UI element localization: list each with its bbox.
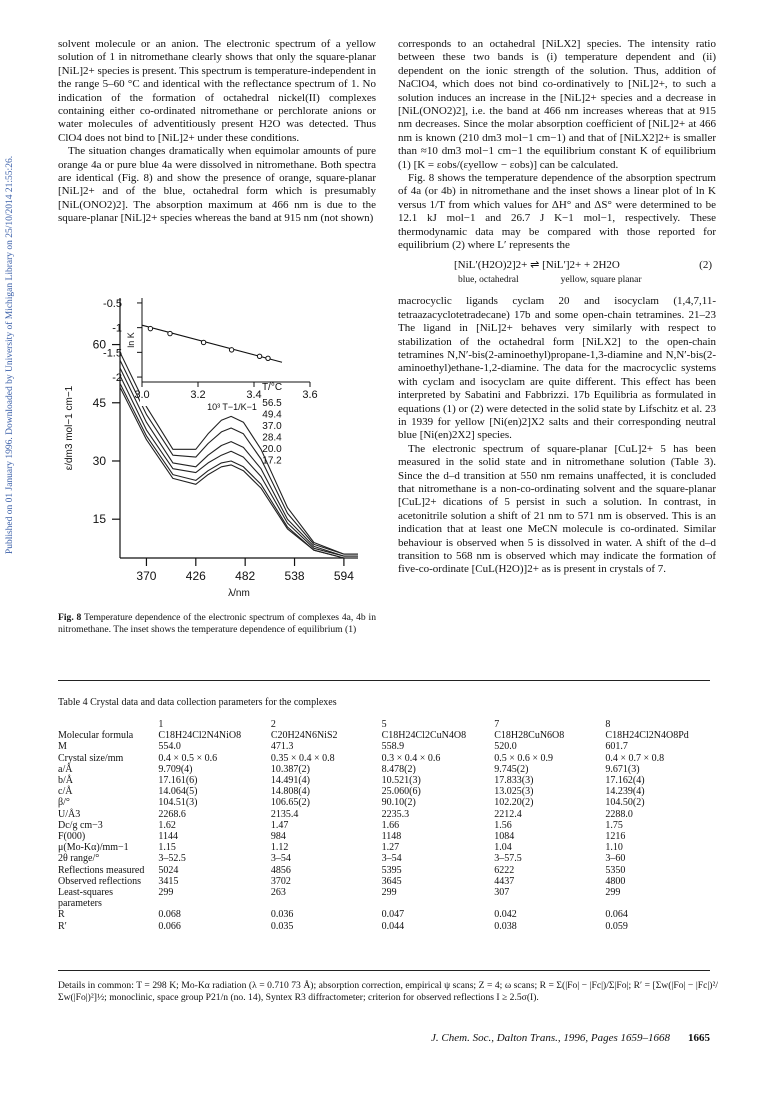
y-axis-title: ε/dm3 mol−1 cm−1 [64, 385, 75, 471]
table-row-label: Molecular formula [58, 730, 134, 742]
inset-x-tick-label: 3.6 [302, 389, 318, 401]
equation-2 [398, 259, 716, 272]
table-row-label: c/Å [58, 786, 73, 798]
right-paragraph-3: macrocyclic ligands cyclam 20 and isocyclam (1,4,7,11-tetraazacyclotetradecane) 17b and some open-chain tetramines. 21–23 The ligand in [NiL]2+ behaves very similarly with respect to stabilization of the octahedral form [NiLX2] to the open-chain tetramines N,N′-bis(2-aminoethyl)propane-1,3-diamine and N,N′-bis(2-aminoethyl)ethane-1,2-diamine. The data for the macrocyclic systems with cyclam and isocyclam are quite different. This effect has been interpreted by Sabatini and Fabbrizzi. 17b Equilibria as formulated in equations (1) or (2) were detected in the solid state by Lifschitz et al. 23 in 1939 for yellow [Ni(en)2]X2 salts and their corresponding neutral blue [Ni(en)2X2] species. [398, 295, 716, 442]
table-cell: 1216 [605, 831, 626, 843]
right-column [398, 38, 716, 577]
table-row-label: R [58, 909, 65, 921]
table-cell: 104.50(2) [605, 797, 645, 809]
table-cell: 0.038 [494, 920, 517, 932]
table-cell: 0.4 × 0.7 × 0.8 [605, 752, 665, 764]
y-tick-label: 30 [92, 453, 106, 468]
fig8-spectrum-chart [58, 290, 378, 600]
x-axis-title: λ/nm [228, 588, 250, 599]
table-row [58, 842, 718, 853]
table-cell: 0.035 [270, 920, 294, 932]
table-cell: 601.7 [605, 741, 628, 753]
inset-axes [103, 292, 318, 412]
table-cell: C18H24Cl2N4O8Pd [605, 730, 689, 742]
table-cell: 3–57.5 [494, 853, 522, 865]
table-cell: 8.478(2) [381, 763, 416, 775]
table-cell: 5395 [381, 864, 402, 876]
table-footnote: Details in common: T = 298 K; Mo-Kα radiation (λ = 0.710 73 Å); absorption correction, empirical ψ scans; Z = 4; ω scans; R = Σ(|Fo| − |Fc|)/Σ|Fo|; R′ = [Σw(|Fo| − |Fc|)²/Σw(|Fo|)²]½; monoclinic, space group P21/n (no. 14), Syntex R3 diffractometer; criterion for observed reflections I ≥ 2.5σ(I). [58, 980, 718, 1003]
left-column [58, 38, 376, 226]
table-cell [158, 898, 270, 909]
equation-labels [398, 274, 716, 287]
table-cell: 1.66 [381, 819, 400, 831]
table-cell: 299 [381, 887, 397, 899]
table-cell: 0.036 [270, 909, 294, 921]
table-cell: 14.491(4) [270, 775, 310, 787]
x-tick-label: 594 [333, 569, 354, 583]
table-cell: 3702 [270, 875, 291, 887]
table-cell: 4800 [605, 875, 626, 887]
table-cell: 102.20(2) [494, 797, 534, 809]
legend-entry: 28.4 [262, 432, 282, 444]
inset-x-tick-label: 3.2 [190, 389, 206, 401]
table-cell: 1144 [158, 831, 178, 843]
table-row [58, 921, 718, 932]
table-row-label: Dc/g cm−3 [58, 819, 103, 831]
inset-y-axis-title: ln K [126, 332, 136, 348]
table-row [58, 730, 718, 741]
inset-x-axis-title: 10³ T−1/K−1 [207, 402, 257, 412]
table-row [58, 775, 718, 786]
table-cell: 1.56 [494, 819, 512, 831]
table-cell: 0.044 [381, 920, 405, 932]
table-row [58, 887, 718, 898]
table-cell: 2212.4 [494, 808, 522, 820]
table-cell: 1.12 [270, 842, 289, 854]
table-cell: 558.9 [381, 741, 405, 753]
table-row-label: μ(Mo-Kα)/mm−1 [58, 842, 129, 854]
table-cell: 0.3 × 0.4 × 0.6 [381, 752, 441, 764]
table-row-label: a/Å [58, 763, 73, 775]
inset-background [140, 292, 314, 406]
table-cell: 0.047 [381, 909, 405, 921]
table-cell: 0.066 [158, 920, 181, 932]
table-row [58, 741, 718, 752]
table-row [58, 797, 718, 808]
table-row-label: Least-squares [58, 887, 113, 899]
table-cell: 984 [270, 831, 286, 843]
table-cell: 2235.3 [381, 808, 410, 820]
table-cell: 10.387(2) [270, 763, 310, 775]
table-cell: 0.042 [494, 909, 517, 921]
right-paragraph-4: The electronic spectrum of square-planar [CuL]2+ 5 has been measured in the solid state and in nitromethane solution (Table 3). Since the d–d transition at 550 nm remains unaffected, it is concluded that nitromethane is a non-co-ordinating solvent and the square-planar [CuL]2+ dications of 5 persist in such a solution. In contrast, in acetonitrile solution a shift of 21 nm to 571 nm is observed. This is an indication that at least one MeCN molecule is co-ordinated. Similar behaviour is observed when 5 is dissolved in water. A shift of the d–d transition to 568 nm is observed which may indicate the formation of five-co-ordinate [CuL(H2O)]2+ as is present in crystals of 7. [398, 442, 716, 576]
legend-entry: 56.5 [262, 398, 282, 409]
table-row-label: 2θ range/° [58, 853, 100, 865]
table-column-header: 2 [270, 719, 276, 730]
table-column-header: 1 [158, 719, 164, 730]
table-row [58, 809, 718, 820]
table-cell: 106.65(2) [270, 797, 310, 809]
table-row [58, 820, 718, 831]
table-cell: 3645 [381, 875, 402, 887]
table-cell: 0.4 × 0.5 × 0.6 [158, 752, 218, 764]
legend-entry: 37.0 [262, 421, 282, 432]
table-bottom-rule [58, 970, 710, 971]
table-cell: 307 [494, 887, 510, 899]
y-tick-label: 45 [92, 395, 106, 410]
table-cell [494, 898, 605, 909]
inset-y-tick-label: -1 [112, 322, 122, 335]
table-row [58, 853, 718, 864]
table-column-header: 8 [605, 719, 611, 730]
table-row [58, 831, 718, 842]
inset-y-tick-label: -2 [112, 372, 122, 385]
table-cell: 90.10(2) [381, 797, 416, 809]
figure-caption-label: Fig. 8 [58, 612, 82, 623]
equation-left-label: blue, octahedral [458, 274, 519, 285]
legend-entry: 49.4 [262, 409, 282, 421]
table-cell: 0.35 × 0.4 × 0.8 [270, 752, 335, 764]
table-row-label: F(000) [58, 831, 86, 843]
x-tick-label: 482 [235, 569, 256, 583]
left-paragraph-1: solvent molecule or an anion. The electronic spectrum of a yellow solution of 1 in nitromethane clearly shows that only the square-planar [NiL]2+ species is present. This spectrum is temperature-independent in the range 5–60 °C and identical with the reflectance spectrum of 1. No indication of the formation of octahedral nickel(II) complexes containing either co-ordinated nitromethane or perchlorate anions or water molecules of adventitiously present H2O was detected. Thus ClO4 does not bind to [NiL]2+ under these conditions. [58, 38, 376, 144]
table-cell: 0.059 [605, 920, 628, 932]
table-header-row [58, 719, 718, 730]
table-cell: 17.162(4) [605, 775, 645, 787]
table-row-label: Crystal size/mm [58, 752, 124, 764]
table-cell: 3–54 [270, 853, 291, 865]
table-cell: 0.5 × 0.6 × 0.9 [494, 752, 554, 764]
table-cell: 4856 [270, 864, 291, 876]
inset-data-point [148, 326, 152, 330]
table-cell: 2135.4 [270, 808, 299, 820]
table-row [58, 764, 718, 775]
table-cell: C18H24Cl2N4NiO8 [158, 730, 242, 742]
inset-data-point [266, 356, 270, 360]
y-tick-label: 15 [92, 512, 106, 527]
inset-y-tick-label: -1.5 [103, 347, 122, 360]
table-cell: 25.060(6) [381, 786, 421, 798]
table-row [58, 865, 718, 876]
download-watermark-text: Published on 01 January 1996. Downloaded by University of Michigan Library on 25/10/2014 21:55:26. [5, 155, 15, 555]
table-top-rule [58, 680, 710, 681]
table-cell: C18H24Cl2CuN4O8 [381, 730, 467, 742]
table-cell: 263 [270, 887, 286, 899]
table-row-label: Reflections measured [58, 864, 145, 876]
table-cell: 3–52.5 [158, 853, 186, 865]
equation-number: (2) [699, 258, 712, 271]
table-cell: 1.15 [158, 842, 176, 854]
crystal-data-table [58, 719, 718, 932]
table-cell: 6222 [494, 864, 515, 876]
table-cell: 2288.0 [605, 808, 633, 820]
inset-x-tick-label: 3.0 [134, 389, 150, 401]
table-cell: 9.671(3) [605, 763, 640, 775]
table-cell: 4437 [494, 875, 515, 887]
table-cell: 1.47 [270, 819, 289, 831]
table-row-label: b/Å [58, 775, 73, 787]
right-paragraph-2: Fig. 8 shows the temperature dependence of the absorption spectrum of 4a (or 4b) in nitromethane and the inset shows a linear plot of ln K versus 1/T from which values for ΔH° and ΔS° were determined to be 12.1 kJ mol−1 and 26.7 J K−1 mol−1, respectively. These thermodynamic data may be compared with those reported for equilibrium (2) where L′ represents the [398, 172, 716, 252]
table-cell: 3415 [158, 875, 179, 887]
table-cell: 104.51(3) [158, 797, 198, 809]
legend-entry: 17.2 [262, 455, 282, 467]
page-footer [370, 1032, 710, 1044]
download-watermark [0, 40, 14, 680]
table-cell: 1.04 [494, 842, 512, 854]
inset-data-point [201, 340, 205, 344]
table-cell: 14.239(4) [605, 786, 645, 798]
table-row-label: U/Å3 [58, 808, 81, 820]
legend-title: T/°C [261, 382, 283, 393]
figure-caption [58, 612, 376, 635]
table-column-header: 7 [494, 719, 500, 730]
table-cell: 0.064 [605, 909, 628, 921]
page-number: 1665 [688, 1032, 710, 1044]
table-cell [271, 898, 382, 909]
table-row [58, 898, 718, 909]
table-cell: 14.064(5) [158, 786, 198, 798]
table-row-label: M [58, 741, 67, 753]
table-header-empty [58, 719, 158, 730]
table-row-label: β/° [58, 797, 70, 809]
y-tick-label: 60 [92, 337, 106, 352]
table-cell: 3–54 [381, 853, 402, 865]
table-cell: 1084 [494, 831, 515, 843]
spectrum-line-17.2 [120, 387, 358, 558]
table-cell: C18H28CuN6O8 [494, 730, 565, 742]
table-cell: 299 [158, 887, 174, 899]
journal-citation: J. Chem. Soc., Dalton Trans., 1996, Pages 1659–1668 [431, 1032, 670, 1044]
table-row [58, 786, 718, 797]
table-cell: 1.27 [381, 842, 400, 854]
table-cell: 3–60 [605, 853, 626, 865]
x-tick-label: 370 [136, 569, 157, 583]
right-paragraph-1: corresponds to an octahedral [NiLX2] species. The intensity ratio between these two bands is (i) temperature dependent and (ii) dependent on the ionic strength of the solution. Thus, addition of NaClO4, which does not bind co-ordinatively to [NiL]2+, to such a solution induces an increase in the [NiL]2+ species and a decrease in [NiL(ONO2)2], i.e. the band at 466 nm increases whereas that at 915 nm decreases. Since the molar absorption coefficient of [NiL]2+ at 466 nm is known (210 dm3 mol−1 cm−1) and that of [NiLX2]2+ is smaller than ≈10 dm3 mol−1 cm−1 the equilibrium constant K of equilibrium (1) [K = εobs/(εyellow − εobs)] can be calculated. [398, 38, 716, 171]
table-cell: 13.025(3) [494, 786, 534, 798]
legend-entry: 20.0 [262, 444, 282, 455]
table-cell: 1.62 [158, 819, 176, 831]
table-cell: 299 [605, 887, 621, 899]
table-cell: 471.3 [270, 741, 294, 753]
table-row-label: Observed reflections [58, 875, 142, 887]
table-cell: 2268.6 [158, 808, 186, 820]
table-column-header: 5 [381, 719, 387, 730]
table-cell: 1.75 [605, 819, 623, 831]
table-cell: 1148 [381, 831, 402, 843]
table-row-label: R′ [58, 920, 67, 932]
equation-text: [NiL′(H2O)2]2+ ⇌ [NiL′]2+ + 2H2O [454, 258, 620, 271]
table-cell [605, 898, 718, 909]
table-title: Table 4 Crystal data and data collection parameters for the complexes [58, 697, 337, 708]
x-tick-label: 538 [284, 569, 305, 583]
x-tick-label: 426 [185, 569, 206, 583]
equation-right-label: yellow, square planar [560, 274, 642, 285]
table-cell: 17.833(3) [494, 775, 534, 787]
table-cell: 5350 [605, 864, 626, 876]
table-cell: 5024 [158, 864, 179, 876]
table-cell: 9.709(4) [158, 763, 193, 775]
table-cell: 14.808(4) [270, 786, 310, 798]
inset-x-tick-label: 3.4 [246, 389, 262, 401]
table-cell [382, 898, 495, 909]
table-row [58, 876, 718, 887]
table-cell: C20H24N6NiS2 [270, 730, 338, 742]
table-cell: 17.161(6) [158, 775, 198, 787]
table-cell: 520.0 [494, 741, 517, 753]
table-row-label: parameters [58, 898, 102, 910]
figure-caption-text: Temperature dependence of the electronic spectrum of complexes 4a, 4b in nitromethane. The inset shows the temperature dependence of equilibrium (1) [58, 612, 376, 635]
table-cell: 1.10 [605, 842, 623, 854]
table-cell: 9.745(2) [494, 763, 529, 775]
table-cell: 10.521(3) [381, 775, 421, 787]
table-cell: 554.0 [158, 741, 181, 753]
left-paragraph-2: The situation changes dramatically when equimolar amounts of pure orange 4a or pure blue 4a were dissolved in nitromethane. Both spectra are identical (Fig. 8) and show the presence of orange, square-planar [NiL]2+ and of the blue, octahedral form which is presumably [NiL(ONO2)2]. The absorption maximum at 466 nm is due to the square-planar [NiL]2+ species whereas the band at 915 nm (not shown) [58, 145, 376, 225]
inset-y-tick-label: -0.5 [103, 297, 122, 310]
table-row [58, 753, 718, 764]
inset-data-point [257, 354, 261, 358]
inset-data-point [168, 331, 172, 335]
table-row [58, 909, 718, 920]
inset-data-point [229, 348, 233, 352]
table-cell: 0.068 [158, 909, 181, 921]
